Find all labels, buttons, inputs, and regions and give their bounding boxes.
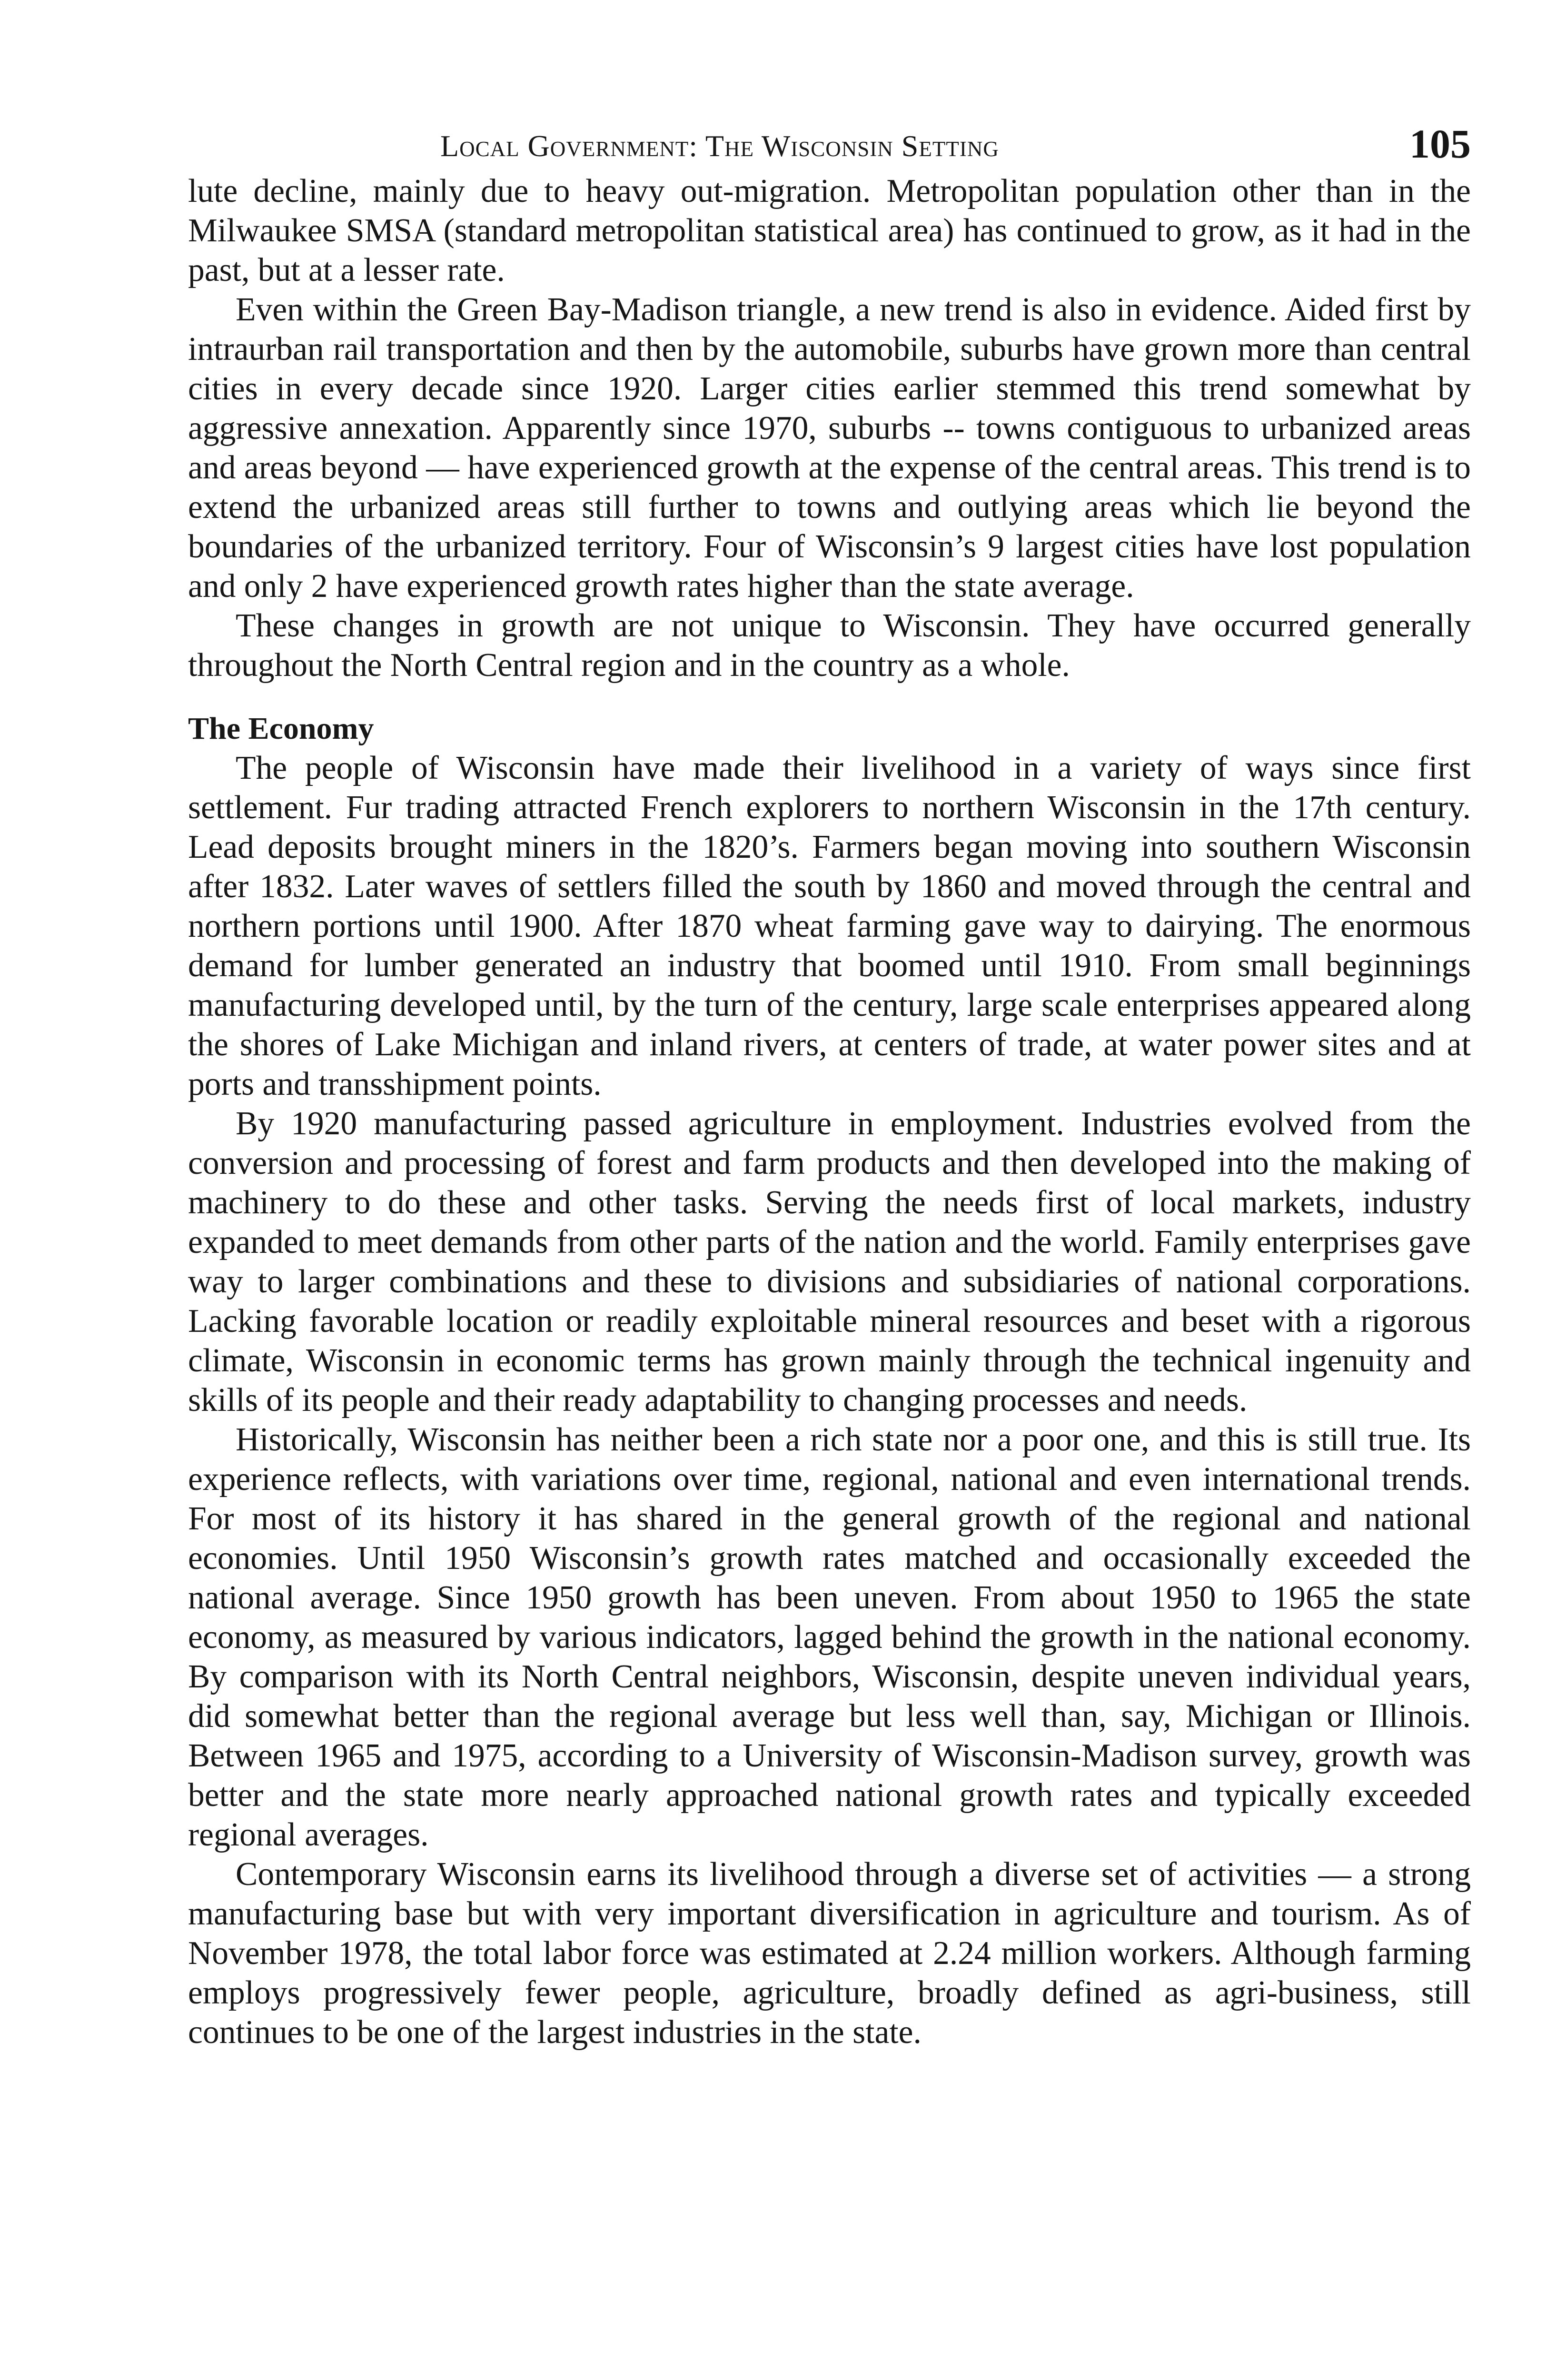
paragraph-historical-growth: Historically, Wisconsin has neither been a rich state nor a poor one, and this is still true. Its experience reflects, with variations over time, regional, national and even international trends. For most of its history it has shared in the general growth of the regional and national economies. Until 1950 Wisconsin’s growth rates matched and occasionally exceeded the national average. Since 1950 growth has been uneven. From about 1950 to 1965 the state economy, as measured by various indicators, lagged behind the growth in the national economy. By comparison with its North Central neighbors, Wisconsin, despite uneven individual years, did somewhat better than the regional average but less well than, say, Michigan or Illinois. Between 1965 and 1975, according to a University of Wisconsin-Madison survey, growth was better and the state more nearly approached national growth rates and typically exceeded regional averages.: [188, 1421, 1471, 1853]
document-page: [188, 109, 1471, 2052]
paragraph-continued: lute decline, mainly due to heavy out-migration. Metropolitan population other than in the Milwaukee SMSA (standard metropolitan statistical area) has continued to grow, as it had in the past, but at a lesser rate.: [188, 173, 1471, 288]
page-number: 105: [1409, 121, 1471, 167]
paragraph-manufacturing: By 1920 manufacturing passed agriculture in employment. Industries evolved from the conversion and processing of forest and farm products and then developed into the making of machinery to do these and other tasks. Serving the needs first of local markets, industry expanded to meet demands from other parts of the nation and the world. Family enterprises gave way to larger combinations and these to divisions and subsidiaries of national corporations. Lacking favorable location or readily exploitable mineral resources and beset with a rigorous climate, Wisconsin in economic terms has grown mainly through the technical ingenuity and skills of its people and their ready adaptability to changing processes and needs.: [188, 1105, 1471, 1418]
paragraph-regional-changes: These changes in growth are not unique to Wisconsin. They have occurred generally throughout the North Central region and in the country as a whole.: [188, 607, 1471, 684]
running-title: Local Government: The Wisconsin Setting: [440, 129, 999, 163]
running-header: [188, 109, 1471, 171]
paragraph-livelihood-history: The people of Wisconsin have made their livelihood in a variety of ways since first settlement. Fur trading attracted French explorers to northern Wisconsin in the 17th century. Lead deposits brought miners in the 1820’s. Farmers began moving into southern Wisconsin after 1832. Later waves of settlers filled the south by 1860 and moved through the central and northern portions until 1900. After 1870 wheat farming gave way to dairying. The enormous demand for lumber generated an industry that boomed until 1910. From small beginnings manufacturing developed until, by the turn of the century, large scale enterprises appeared along the shores of Lake Michigan and inland rivers, at centers of trade, at water power sites and at ports and transshipment points.: [188, 750, 1471, 1102]
paragraph-suburban-trend: Even within the Green Bay-Madison triangle, a new trend is also in evidence. Aided first by intraurban rail transportation and then by the automobile, suburbs have grown more than central cities in every decade since 1920. Larger cities earlier stemmed this trend somewhat by aggressive annexation. Apparently since 1970, suburbs -- towns contiguous to urbanized areas and areas beyond — have experienced growth at the expense of the central areas. This trend is to extend the urbanized areas still further to towns and outlying areas which lie beyond the boundaries of the urbanized territory. Four of Wisconsin’s 9 largest cities have lost population and only 2 have experienced growth rates higher than the state average.: [188, 291, 1471, 605]
section-heading-economy: The Economy: [188, 711, 374, 746]
paragraph-contemporary-economy: Contemporary Wisconsin earns its livelihood through a diverse set of activities — a strong manufacturing base but with very important diversification in agriculture and tourism. As of November 1978, the total labor force was estimated at 2.24 million workers. Although farming employs progressively fewer people, agriculture, broadly defined as agri-business, still continues to be one of the largest industries in the state.: [188, 1856, 1471, 2051]
body-text: [188, 171, 1471, 2052]
